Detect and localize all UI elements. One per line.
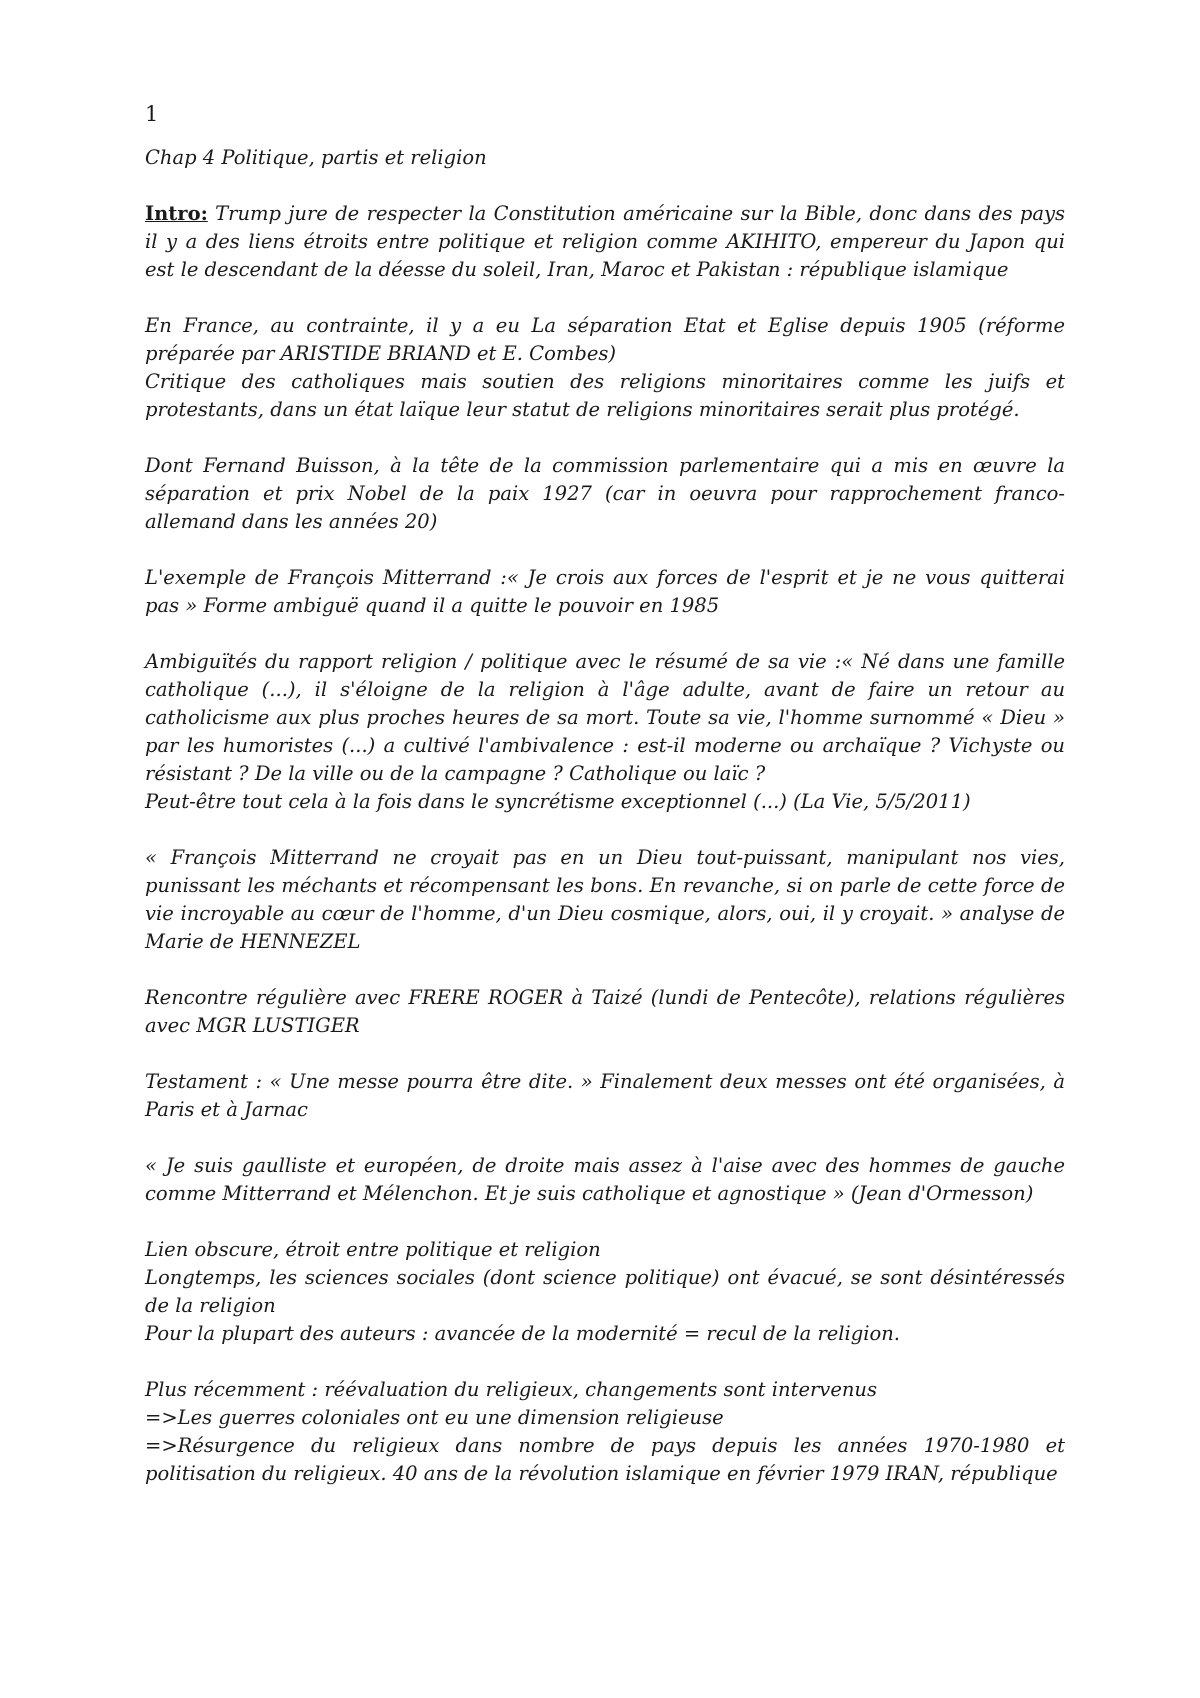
chapter-title: Chap 4 Politique, partis et religion bbox=[145, 146, 487, 169]
paragraph-line: Rencontre régulière avec FRERE ROGER à Taizé (lundi de Pentecôte), relations régulières avec MGR LUSTIGER bbox=[145, 986, 1065, 1037]
paragraph-line: Lien obscure, étroit entre politique et religion bbox=[145, 1238, 601, 1261]
paragraph-line: Ambiguïtés du rapport religion / politique avec le résumé de sa vie :« Né dans une famille catholique (...), il s'éloigne de la religion à l'âge adulte, avant de faire un retour au catholicisme aux plus proches heures de sa mort. Toute sa vie, l'homme surnommé « Dieu » par les humoristes (...) a cultivé l'ambivalence : est-il moderne ou archaïque ? Vichyste ou résistant ? De la ville ou de la campagne ? Catholique ou laïc ? bbox=[145, 650, 1065, 785]
paragraph-hennezel-quote bbox=[145, 844, 1065, 956]
paragraph-line: Plus récemment : réévaluation du religieux, changements sont intervenus bbox=[145, 1378, 877, 1401]
paragraph-testament bbox=[145, 1068, 1065, 1124]
paragraph-line: =>Résurgence du religieux dans nombre de pays depuis les années 1970-1980 et politisation du religieux. 40 ans de la révolution islamique en février 1979 IRAN, république bbox=[145, 1434, 1065, 1485]
paragraph-line: Dont Fernand Buisson, à la tête de la commission parlementaire qui a mis en œuvre la séparation et prix Nobel de la paix 1927 (car in oeuvra pour rapprochement franco-allemand dans les années 20) bbox=[145, 454, 1065, 533]
paragraph-frere-roger bbox=[145, 984, 1065, 1040]
paragraph-line: Peut-être tout cela à la fois dans le syncrétisme exceptionnel (...) (La Vie, 5/5/2011) bbox=[145, 790, 971, 813]
paragraph-line: « François Mitterrand ne croyait pas en un Dieu tout-puissant, manipulant nos vies, punissant les méchants et récompensant les bons. En revanche, si on parle de cette force de vie incroyable au cœur de l'homme, d'un Dieu cosmique, alors, oui, il y croyait. » analyse de Marie de HENNEZEL bbox=[145, 846, 1065, 953]
document-page bbox=[145, 100, 1065, 1516]
page-number: 1 bbox=[145, 102, 159, 126]
intro-label: Intro: bbox=[145, 202, 208, 225]
paragraph-social-sciences bbox=[145, 1236, 1065, 1348]
paragraph-line: Critique des catholiques mais soutien des religions minoritaires comme les juifs et protestants, dans un état laïque leur statut de religions minoritaires serait plus protégé. bbox=[145, 370, 1065, 421]
paragraph-separation bbox=[145, 312, 1065, 424]
paragraph-line: =>Les guerres coloniales ont eu une dimension religieuse bbox=[145, 1406, 724, 1429]
intro-text: Trump jure de respecter la Constitution américaine sur la Bible, donc dans des pays il y a des liens étroits entre politique et religion comme AKIHITO, empereur du Japon qui est le descendant de la déesse du soleil, Iran, Maroc et Pakistan : république islamique bbox=[145, 202, 1065, 281]
paragraph-line: En France, au contrainte, il y a eu La séparation Etat et Eglise depuis 1905 (réforme préparée par ARISTIDE BRIAND et E. Combes) bbox=[145, 314, 1065, 365]
paragraph-mitterrand-example bbox=[145, 564, 1065, 620]
paragraph-line: Longtemps, les sciences sociales (dont science politique) ont évacué, se sont désintéressés de la religion bbox=[145, 1266, 1065, 1317]
intro-paragraph bbox=[145, 200, 1065, 284]
paragraph-ambiguities bbox=[145, 648, 1065, 816]
paragraph-line: L'exemple de François Mitterrand :« Je crois aux forces de l'esprit et je ne vous quitterai pas » Forme ambiguë quand il a quitte le pouvoir en 1985 bbox=[145, 566, 1065, 617]
paragraph-line: « Je suis gaulliste et européen, de droite mais assez à l'aise avec des hommes de gauche comme Mitterrand et Mélenchon. Et je suis catholique et agnostique » (Jean d'Ormesson) bbox=[145, 1154, 1065, 1205]
paragraph-line: Pour la plupart des auteurs : avancée de la modernité = recul de la religion. bbox=[145, 1322, 900, 1345]
paragraph-line: Testament : « Une messe pourra être dite. » Finalement deux messes ont été organisées, à Paris et à Jarnac bbox=[145, 1070, 1065, 1121]
paragraph-reevaluation bbox=[145, 1376, 1065, 1488]
paragraph-buisson bbox=[145, 452, 1065, 536]
paragraph-ormesson-quote bbox=[145, 1152, 1065, 1208]
